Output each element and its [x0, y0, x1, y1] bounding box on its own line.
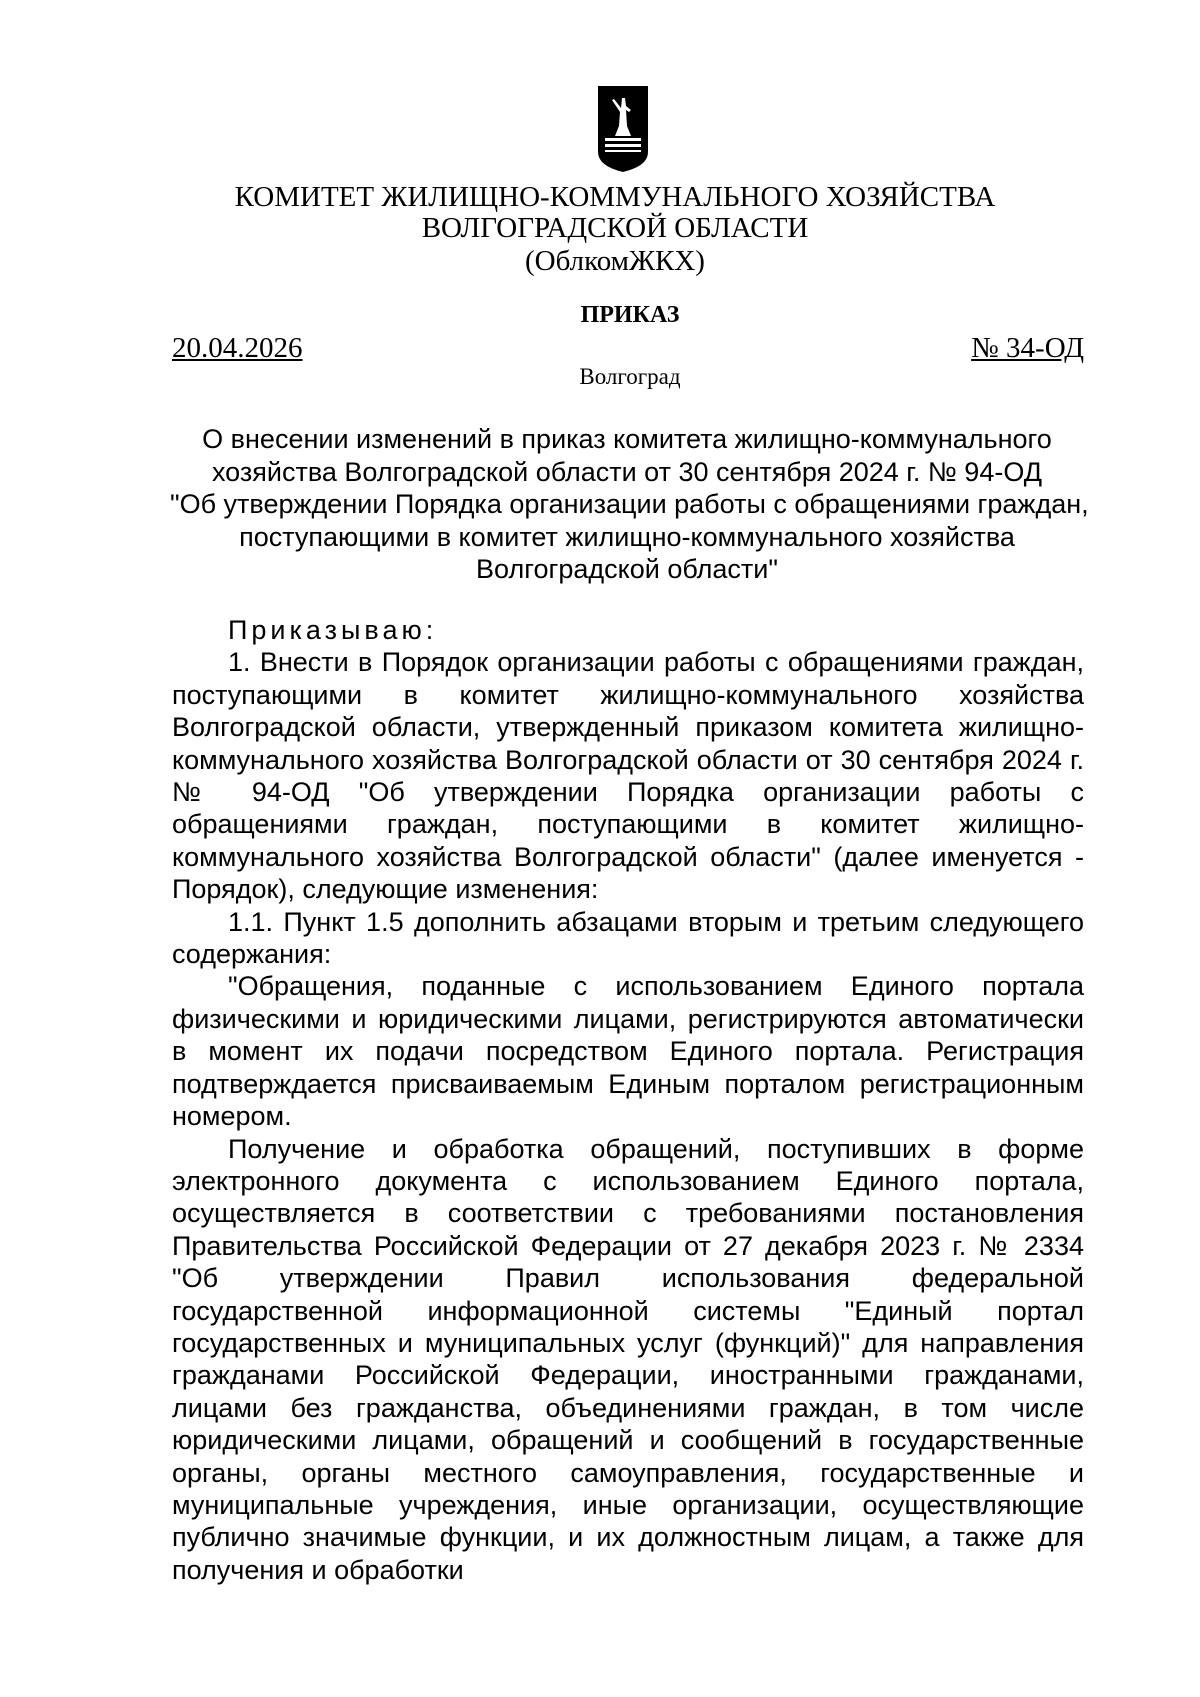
org-name-line2: ВОЛГОГРАДСКОЙ ОБЛАСТИ	[421, 212, 809, 244]
paragraph-quote-2: Получение и обработка обращений, поступивших в форме электронного документа с использованием Единого портала, осуществляется в соответствии с требованиями постановления Правительства Российской Федерации от 27 декабря 2023 г. № 2334 "Об утверждении Правил использования федеральной государственной информационной системы "Единый портал государственных и муниципальных услуг (функций)" для направления гражданами Российской Федерации, иностранными гражданами, лицами без гражданства, объединениями граждан, в том числе юридическими лицами, обращений и сообщений в государственные органы, органы местного самоуправления, государственные и муниципальные учреждения, иные организации, осуществляющие публично значимые функции, и их должностным лицам, а также для получения и обработки	[172, 1133, 1084, 1585]
volgograd-coat-of-arms-icon	[598, 86, 648, 172]
title-line: поступающими в комитет жилищно-коммунального хозяйства	[239, 521, 1015, 552]
paragraph-1: 1. Внести в Порядок организации работы с обращениями граждан, поступающими в комитет жилищно-коммунального хозяйства Волгоградской области, утвержденный приказом комитета жилищно-коммунального хозяйства Волгоградской области от 30 сентября 2024 г. № 94-ОД "Об утверждении Порядка организации работы с обращениями граждан, поступающими в комитет жилищно-коммунального хозяйства Волгоградской области" (далее именуется - Порядок), следующие изменения:	[172, 647, 1084, 905]
title-line: Волгоградской области"	[476, 554, 778, 584]
title-line: О внесении изменений в приказ комитета жилищно-коммунального	[202, 424, 1052, 454]
title-line: хозяйства Волгоградской области от 30 сентября 2024 г. № 94-ОД	[211, 456, 1043, 487]
decree-word: Приказываю:	[228, 615, 438, 645]
paragraph-quote-1: "Обращения, поданные с использованием Единого портала физическими и юридическими лицами, регистрируются автоматически в момент их подачи посредством Единого портала. Регистрация подтверждается присваиваемым Единым порталом регистрационным номером.	[172, 971, 1084, 1132]
document-type: ПРИКАЗ	[580, 302, 680, 328]
document-body	[172, 614, 1084, 1586]
document-date: 20.04.2026	[172, 332, 303, 364]
title-line: "Об утверждении Порядка организации работы с обращениями граждан,	[170, 489, 1089, 519]
org-name-line1: КОМИТЕТ ЖИЛИЩНО-КОММУНАЛЬНОГО ХОЗЯЙСТВА	[234, 181, 996, 213]
org-short-name: (ОблкомЖКХ)	[525, 245, 705, 277]
document-title	[170, 423, 1089, 586]
document-city: Волгоград	[579, 364, 681, 389]
document-number: № 34-ОД	[971, 332, 1084, 364]
paragraph-1-1: 1.1. Пункт 1.5 дополнить абзацами вторым и третьим следующего содержания:	[172, 906, 1084, 970]
